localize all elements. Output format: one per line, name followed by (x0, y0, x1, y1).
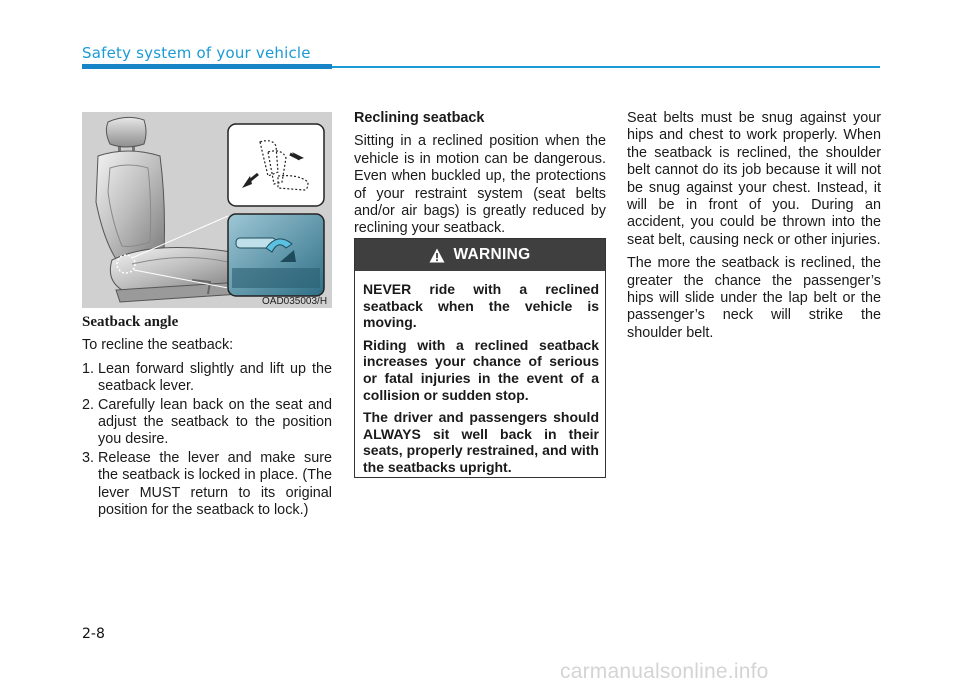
header-rule-thick (82, 64, 332, 69)
reclining-paragraph: Sitting in a reclined position when the vehicle is in motion can be dangerous. Even when buckled up, the protections of your restraint system (seat belts and/or air bags) is greatly reduced by reclining your seatback. (354, 133, 606, 237)
watermark: carmanualsonline.info (560, 660, 769, 683)
warning-box (354, 238, 606, 478)
steps-list (82, 361, 332, 520)
warning-body (355, 271, 605, 476)
list-item (82, 397, 332, 449)
warning-paragraph: NEVER ride with a reclined seatback when the vehicle is moving. (363, 281, 599, 331)
warning-title: WARNING (453, 246, 531, 263)
warning-paragraph: Riding with a reclined seatback increases your chance of serious or fatal injuries in the event of a collision or sudden stop. (363, 336, 599, 403)
step-number: 3. (82, 449, 95, 466)
warning-triangle-icon (429, 248, 445, 263)
section-heading-reclining-seatback: Reclining seatback (354, 110, 485, 126)
step-text: Lean forward slightly and lift up the seatback lever. (98, 360, 332, 395)
seat-illustration-svg (82, 112, 332, 308)
figure-code: OAD035003/H (262, 296, 328, 307)
section-heading-seatback-angle: Seatback angle (82, 314, 179, 330)
list-item (82, 361, 332, 396)
column-reclining-seatback (354, 110, 606, 244)
step-number: 2. (82, 396, 95, 413)
warning-paragraph: The driver and passengers should ALWAYS sit well back in their seats, properly restrained, and with the seatbacks upright. (363, 409, 599, 475)
header-rule-thin (332, 66, 880, 68)
column-seat-belts (627, 110, 881, 348)
step-number: 1. (82, 360, 95, 377)
section-title: Safety system of your vehicle (82, 44, 311, 62)
page-number: 2-8 (82, 626, 105, 642)
step-text: Carefully lean back on the seat and adjust the seatback to the position you desire. (98, 396, 332, 448)
list-item (82, 450, 332, 520)
seat-belt-paragraph: The more the seatback is reclined, the greater the chance the passenger’s hips will slide under the lap belt or the passenger’s neck will strike the shoulder belt. (627, 255, 881, 341)
steps-intro: To recline the seatback: (82, 337, 234, 354)
warning-header (355, 239, 605, 271)
step-text: Release the lever and make sure the seatback is locked in place. (The lever MUST return to its original position for the seatback to lock.) (98, 449, 332, 519)
seat-belt-paragraph: Seat belts must be snug against your hips and chest to work properly. When the seatback is reclined, the shoulder belt cannot do its job because it will not be snug against your chest. Instead, it will be in front of you. During an accident, you could be thrown into the seat belt, causing neck or other injuries. (627, 110, 881, 248)
column-seatback-angle (82, 314, 332, 520)
seat-illustration (82, 112, 332, 308)
